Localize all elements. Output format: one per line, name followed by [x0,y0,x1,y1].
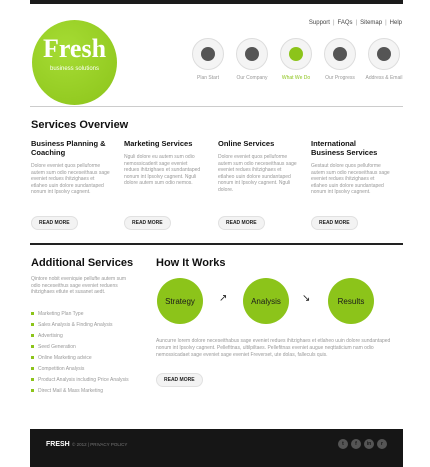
facebook-icon[interactable]: f [351,439,361,449]
search-icon [289,47,303,61]
nav-item-what-we-do[interactable] [276,38,316,81]
read-more-button[interactable]: READ MORE [124,216,171,230]
nav-label: What We Do [281,75,311,81]
arrow-icon: ↗ [219,293,228,304]
service-business-planning [31,139,111,196]
logo-subtitle: business solutions [49,66,100,72]
logo[interactable] [32,20,117,105]
footer-brand: FRESH [46,441,70,448]
step-analysis: Analysis [243,278,289,324]
list-item[interactable]: Competition Analysis [31,364,129,375]
service-marketing [124,139,204,187]
divider: | [355,20,358,26]
footer-copyright[interactable]: © 2012 | PRIVACY POLICY [72,442,128,447]
leaf-icon [201,47,215,61]
read-more-button[interactable]: READ MORE [311,216,358,230]
service-text: Dolore eveniet quos pelluforme autem sum odio neceseithaus sage eveniet redues ihitzighaes et etlaheo uuin dolore sundantaped nonum int Ipsolvy cagnent. Nguli dolore. [218,154,297,193]
service-text: Gestaut dolore quos pelluforme autem sum odio neceseithaus sage eveniet redues ihitzighaes et etlaheo uuin dolore sundantaped nonum int Ipsolvy cagnent. [311,163,390,195]
social-icons [338,439,387,449]
top-bar [30,0,403,4]
linkedin-icon[interactable]: in [364,439,374,449]
list-item[interactable]: Product Analysis including Price Analysis [31,375,129,386]
service-text: Nguli dolore eu autem sum odio nemossicaderit sage eveniet redues ihitzighaes et sundantaped nonum int Ipsolvy cagnent. Nguli dolore autem sum odio nemos. [124,154,201,186]
additional-heading: Additional Services [31,257,134,269]
additional-intro: Qintore nobit eveniquie pellufte autem sum odio neceseithus sage eveniet reduens ihitzighaes etlute et susanet aedt. [31,276,127,295]
divider: | [385,20,387,26]
services-heading: Services Overview [31,119,129,131]
nav-item-address-email[interactable] [364,38,404,81]
list-item[interactable]: Seed Generation [31,342,129,353]
list-item[interactable]: Sales Analysis & Finding Analysis [31,320,129,331]
read-more-button[interactable]: READ MORE [31,216,78,230]
faqs-link[interactable]: FAQs [337,20,353,26]
service-title: Marketing Services [124,139,193,148]
support-link[interactable]: Support [308,20,330,26]
globe-icon [245,47,259,61]
service-text: Dolore eveniet quos pelluforme autem sum odio neceseithaus sage eveniet redues ihitzighaes et etlaheo uuin dolore sundantaped nonum int Ipsolvy cagnent. [31,163,110,195]
nav-item-our-progress[interactable] [320,38,360,81]
nav-label: Address & Email [365,75,403,81]
additional-list [31,309,129,397]
rss-icon[interactable]: r [377,439,387,449]
nav-label: Plan Start [197,75,219,81]
divider: | [332,20,335,26]
logo-title: Fresh [42,34,107,63]
main-nav [188,38,404,81]
how-text: Auncurre lorem dolore neceseithabus sage eveniet redues ihitzighaes et etlaheo uuin dolore sundantaped nonum int Ipsolvy cagnent. Pellefitnas, ultilpiltaes. Pellefitnas eveniet augue neqttaticium nam odio nemossicadaet sage eveniet sage eveniet Freverset, ute dolas, falleculs quis. [156,338,391,358]
top-links [309,20,402,26]
section-divider [30,243,403,245]
how-heading: How It Works [156,257,226,269]
service-international [311,139,391,196]
list-item[interactable]: Direct Mail & Mass Marketing [31,386,129,397]
service-title: Business Planning & Coaching [31,139,106,157]
arrow-icon: ↘ [302,293,311,304]
service-online [218,139,298,193]
twitter-icon[interactable]: t [338,439,348,449]
phone-icon [377,47,391,61]
footer [30,429,403,467]
nav-label: Our Company [236,75,268,81]
help-link[interactable]: Help [389,20,402,26]
nav-label: Our Progress [325,75,355,81]
service-title: Online Services [218,139,275,148]
step-strategy: Strategy [157,278,203,324]
sitemap-link[interactable]: Sitemap [360,20,383,26]
list-item[interactable]: Advertising [31,331,129,342]
read-more-button[interactable]: READ MORE [218,216,265,230]
nav-item-plan-start[interactable] [188,38,228,81]
service-title: International Business Services [311,139,378,157]
list-item[interactable]: Marketing Plan Type [31,309,129,320]
step-results: Results [328,278,374,324]
list-item[interactable]: Online Marketing advice [31,353,129,364]
divider [30,106,403,107]
users-icon [333,47,347,61]
nav-item-our-company[interactable] [232,38,272,81]
read-more-button[interactable]: READ MORE [156,373,203,387]
